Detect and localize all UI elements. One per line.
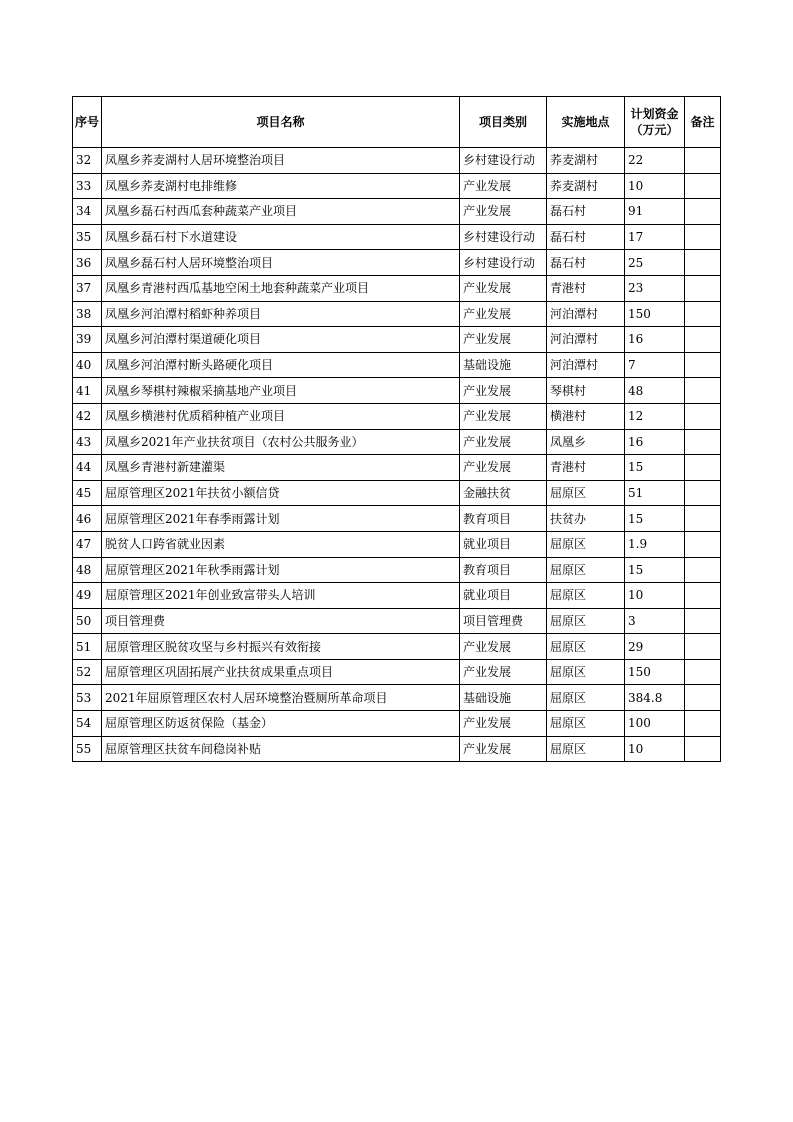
cell-location: 河泊潭村 bbox=[547, 301, 625, 327]
cell-fund: 15 bbox=[625, 455, 685, 481]
cell-name: 屈原管理区脱贫攻坚与乡村振兴有效衔接 bbox=[102, 634, 460, 660]
cell-type: 乡村建设行动 bbox=[460, 148, 547, 174]
cell-type: 产业发展 bbox=[460, 634, 547, 660]
cell-fund: 17 bbox=[625, 224, 685, 250]
cell-type: 产业发展 bbox=[460, 199, 547, 225]
cell-note bbox=[685, 173, 721, 199]
cell-fund: 384.8 bbox=[625, 685, 685, 711]
cell-type: 乡村建设行动 bbox=[460, 224, 547, 250]
cell-location: 横港村 bbox=[547, 403, 625, 429]
cell-location: 屈原区 bbox=[547, 634, 625, 660]
cell-location: 屈原区 bbox=[547, 583, 625, 609]
cell-location: 凤凰乡 bbox=[547, 429, 625, 455]
cell-note bbox=[685, 199, 721, 225]
table-row bbox=[73, 301, 721, 327]
cell-type: 就业项目 bbox=[460, 583, 547, 609]
table-row bbox=[73, 352, 721, 378]
table-row bbox=[73, 480, 721, 506]
table-row bbox=[73, 634, 721, 660]
cell-fund: 12 bbox=[625, 403, 685, 429]
cell-type: 基础设施 bbox=[460, 685, 547, 711]
table-row bbox=[73, 403, 721, 429]
cell-note bbox=[685, 583, 721, 609]
cell-fund: 10 bbox=[625, 173, 685, 199]
cell-location: 琴棋村 bbox=[547, 378, 625, 404]
cell-name: 屈原管理区2021年春季雨露计划 bbox=[102, 506, 460, 532]
table-row bbox=[73, 250, 721, 276]
cell-type: 产业发展 bbox=[460, 403, 547, 429]
cell-note bbox=[685, 634, 721, 660]
cell-fund: 150 bbox=[625, 301, 685, 327]
cell-name: 凤凰乡河泊潭村稻虾种养项目 bbox=[102, 301, 460, 327]
cell-name: 凤凰乡青港村西瓜基地空闲土地套种蔬菜产业项目 bbox=[102, 275, 460, 301]
cell-location: 屈原区 bbox=[547, 557, 625, 583]
cell-fund: 1.9 bbox=[625, 531, 685, 557]
cell-name: 凤凰乡荞麦湖村人居环境整治项目 bbox=[102, 148, 460, 174]
cell-note bbox=[685, 685, 721, 711]
table-row bbox=[73, 506, 721, 532]
cell-fund: 16 bbox=[625, 327, 685, 353]
cell-location: 屈原区 bbox=[547, 608, 625, 634]
cell-location: 青港村 bbox=[547, 455, 625, 481]
cell-note bbox=[685, 480, 721, 506]
header-location: 实施地点 bbox=[547, 97, 625, 148]
cell-type: 产业发展 bbox=[460, 711, 547, 737]
cell-seq: 52 bbox=[73, 659, 102, 685]
cell-name: 屈原管理区巩固拓展产业扶贫成果重点项目 bbox=[102, 659, 460, 685]
cell-note bbox=[685, 557, 721, 583]
cell-type: 产业发展 bbox=[460, 301, 547, 327]
cell-location: 荞麦湖村 bbox=[547, 148, 625, 174]
table-row bbox=[73, 531, 721, 557]
cell-location: 屈原区 bbox=[547, 685, 625, 711]
cell-location: 磊石村 bbox=[547, 199, 625, 225]
cell-name: 屈原管理区2021年扶贫小额信贷 bbox=[102, 480, 460, 506]
table-header bbox=[73, 97, 721, 148]
cell-seq: 34 bbox=[73, 199, 102, 225]
table-row bbox=[73, 583, 721, 609]
cell-note bbox=[685, 327, 721, 353]
header-fund: 计划资金（万元） bbox=[625, 97, 685, 148]
cell-note bbox=[685, 148, 721, 174]
cell-fund: 150 bbox=[625, 659, 685, 685]
cell-seq: 53 bbox=[73, 685, 102, 711]
cell-type: 产业发展 bbox=[460, 659, 547, 685]
cell-note bbox=[685, 429, 721, 455]
cell-type: 基础设施 bbox=[460, 352, 547, 378]
cell-fund: 22 bbox=[625, 148, 685, 174]
table-row bbox=[73, 557, 721, 583]
cell-seq: 54 bbox=[73, 711, 102, 737]
table-row bbox=[73, 148, 721, 174]
table-row bbox=[73, 429, 721, 455]
cell-fund: 10 bbox=[625, 583, 685, 609]
cell-name: 凤凰乡琴棋村辣椒采摘基地产业项目 bbox=[102, 378, 460, 404]
cell-fund: 7 bbox=[625, 352, 685, 378]
table-row bbox=[73, 224, 721, 250]
cell-name: 项目管理费 bbox=[102, 608, 460, 634]
cell-name: 凤凰乡磊石村西瓜套种蔬菜产业项目 bbox=[102, 199, 460, 225]
cell-seq: 48 bbox=[73, 557, 102, 583]
cell-fund: 25 bbox=[625, 250, 685, 276]
project-table bbox=[72, 96, 721, 762]
cell-note bbox=[685, 506, 721, 532]
cell-location: 屈原区 bbox=[547, 659, 625, 685]
table-row bbox=[73, 275, 721, 301]
cell-type: 产业发展 bbox=[460, 429, 547, 455]
cell-seq: 50 bbox=[73, 608, 102, 634]
table-row bbox=[73, 173, 721, 199]
cell-seq: 55 bbox=[73, 736, 102, 762]
cell-type: 产业发展 bbox=[460, 173, 547, 199]
cell-seq: 51 bbox=[73, 634, 102, 660]
cell-name: 2021年屈原管理区农村人居环境整治暨厕所革命项目 bbox=[102, 685, 460, 711]
cell-fund: 3 bbox=[625, 608, 685, 634]
cell-type: 教育项目 bbox=[460, 557, 547, 583]
table-row bbox=[73, 199, 721, 225]
cell-seq: 35 bbox=[73, 224, 102, 250]
cell-note bbox=[685, 275, 721, 301]
cell-location: 磊石村 bbox=[547, 224, 625, 250]
cell-note bbox=[685, 403, 721, 429]
cell-name: 凤凰乡河泊潭村断头路硬化项目 bbox=[102, 352, 460, 378]
cell-seq: 41 bbox=[73, 378, 102, 404]
header-note: 备注 bbox=[685, 97, 721, 148]
cell-location: 磊石村 bbox=[547, 250, 625, 276]
cell-seq: 44 bbox=[73, 455, 102, 481]
cell-seq: 46 bbox=[73, 506, 102, 532]
cell-seq: 42 bbox=[73, 403, 102, 429]
cell-seq: 32 bbox=[73, 148, 102, 174]
cell-name: 凤凰乡河泊潭村渠道硬化项目 bbox=[102, 327, 460, 353]
cell-seq: 49 bbox=[73, 583, 102, 609]
cell-seq: 40 bbox=[73, 352, 102, 378]
cell-fund: 29 bbox=[625, 634, 685, 660]
cell-type: 产业发展 bbox=[460, 327, 547, 353]
table-row bbox=[73, 711, 721, 737]
table-row bbox=[73, 327, 721, 353]
cell-type: 产业发展 bbox=[460, 455, 547, 481]
cell-name: 屈原管理区防返贫保险（基金） bbox=[102, 711, 460, 737]
cell-name: 屈原管理区2021年创业致富带头人培训 bbox=[102, 583, 460, 609]
cell-name: 屈原管理区扶贫车间稳岗补贴 bbox=[102, 736, 460, 762]
cell-note bbox=[685, 659, 721, 685]
cell-seq: 33 bbox=[73, 173, 102, 199]
cell-fund: 23 bbox=[625, 275, 685, 301]
header-type: 项目类别 bbox=[460, 97, 547, 148]
header-name: 项目名称 bbox=[102, 97, 460, 148]
cell-fund: 100 bbox=[625, 711, 685, 737]
cell-location: 屈原区 bbox=[547, 711, 625, 737]
cell-seq: 43 bbox=[73, 429, 102, 455]
cell-type: 产业发展 bbox=[460, 736, 547, 762]
cell-type: 就业项目 bbox=[460, 531, 547, 557]
cell-location: 屈原区 bbox=[547, 736, 625, 762]
cell-location: 屈原区 bbox=[547, 480, 625, 506]
table-row bbox=[73, 736, 721, 762]
cell-name: 凤凰乡2021年产业扶贫项目（农村公共服务业） bbox=[102, 429, 460, 455]
cell-name: 屈原管理区2021年秋季雨露计划 bbox=[102, 557, 460, 583]
header-row bbox=[73, 97, 721, 148]
cell-name: 脱贫人口跨省就业因素 bbox=[102, 531, 460, 557]
table-row bbox=[73, 685, 721, 711]
cell-seq: 47 bbox=[73, 531, 102, 557]
cell-name: 凤凰乡磊石村人居环境整治项目 bbox=[102, 250, 460, 276]
cell-note bbox=[685, 378, 721, 404]
cell-note bbox=[685, 455, 721, 481]
table-row bbox=[73, 659, 721, 685]
cell-fund: 91 bbox=[625, 199, 685, 225]
cell-note bbox=[685, 531, 721, 557]
cell-location: 屈原区 bbox=[547, 531, 625, 557]
cell-note bbox=[685, 250, 721, 276]
cell-note bbox=[685, 608, 721, 634]
cell-name: 凤凰乡横港村优质稻种植产业项目 bbox=[102, 403, 460, 429]
cell-type: 教育项目 bbox=[460, 506, 547, 532]
cell-type: 项目管理费 bbox=[460, 608, 547, 634]
table-row bbox=[73, 378, 721, 404]
table-row bbox=[73, 608, 721, 634]
cell-note bbox=[685, 736, 721, 762]
cell-seq: 45 bbox=[73, 480, 102, 506]
cell-type: 金融扶贫 bbox=[460, 480, 547, 506]
cell-seq: 38 bbox=[73, 301, 102, 327]
cell-location: 扶贫办 bbox=[547, 506, 625, 532]
cell-seq: 39 bbox=[73, 327, 102, 353]
cell-location: 河泊潭村 bbox=[547, 352, 625, 378]
cell-seq: 36 bbox=[73, 250, 102, 276]
cell-location: 青港村 bbox=[547, 275, 625, 301]
cell-note bbox=[685, 224, 721, 250]
cell-type: 产业发展 bbox=[460, 378, 547, 404]
header-seq: 序号 bbox=[73, 97, 102, 148]
cell-seq: 37 bbox=[73, 275, 102, 301]
cell-type: 产业发展 bbox=[460, 275, 547, 301]
cell-note bbox=[685, 352, 721, 378]
cell-location: 荞麦湖村 bbox=[547, 173, 625, 199]
cell-name: 凤凰乡荞麦湖村电排维修 bbox=[102, 173, 460, 199]
table-row bbox=[73, 455, 721, 481]
cell-fund: 10 bbox=[625, 736, 685, 762]
cell-fund: 51 bbox=[625, 480, 685, 506]
table-body bbox=[73, 148, 721, 762]
cell-name: 凤凰乡青港村新建灌渠 bbox=[102, 455, 460, 481]
cell-fund: 15 bbox=[625, 506, 685, 532]
cell-fund: 15 bbox=[625, 557, 685, 583]
cell-fund: 48 bbox=[625, 378, 685, 404]
cell-note bbox=[685, 711, 721, 737]
cell-type: 乡村建设行动 bbox=[460, 250, 547, 276]
cell-note bbox=[685, 301, 721, 327]
cell-name: 凤凰乡磊石村下水道建设 bbox=[102, 224, 460, 250]
cell-fund: 16 bbox=[625, 429, 685, 455]
cell-location: 河泊潭村 bbox=[547, 327, 625, 353]
